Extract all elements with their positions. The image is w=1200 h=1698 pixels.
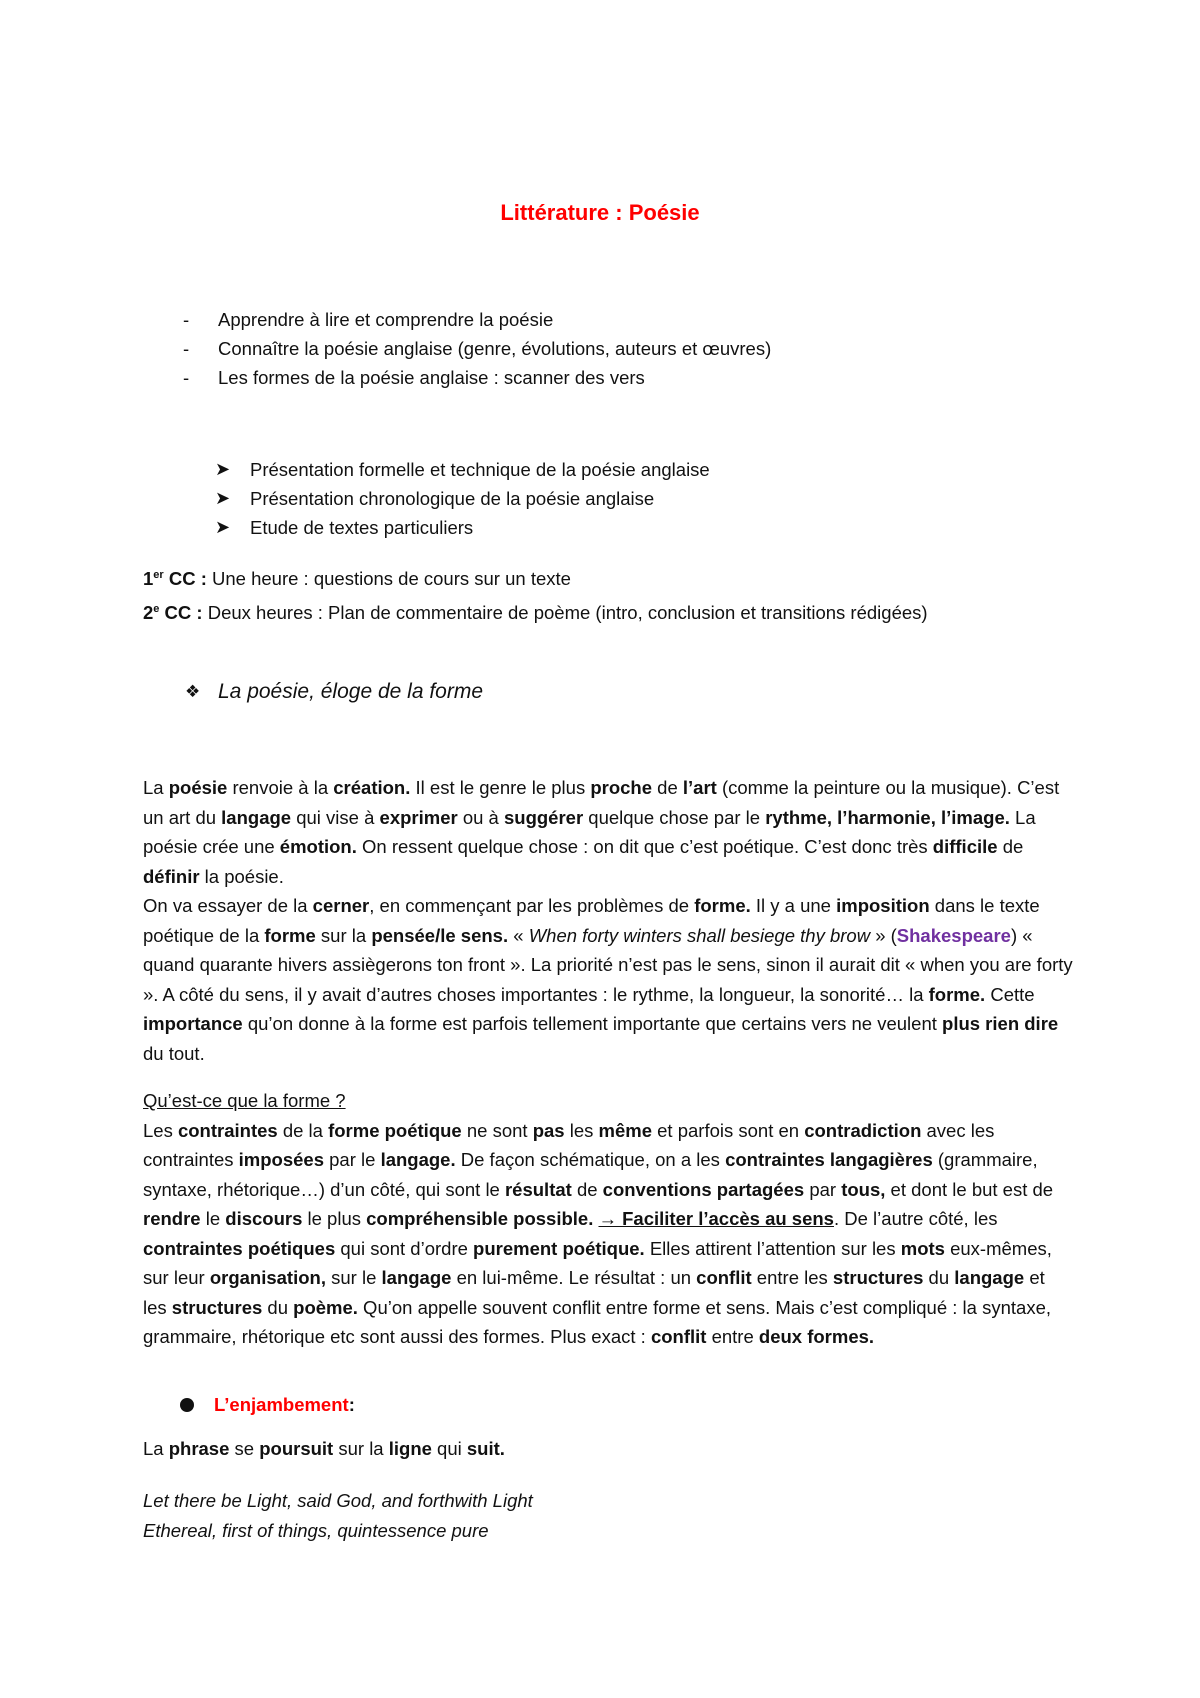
text-run: renvoie à la: [227, 777, 334, 798]
text-run: structures: [171, 1296, 263, 1318]
text-run: (grammaire, syntaxe, rhétorique…) d’un côté, qui sont le: [143, 1149, 1038, 1200]
text-run: dans le texte poétique de la: [143, 895, 1040, 946]
text-run: contraintes: [177, 1119, 278, 1141]
list-item: [215, 455, 710, 484]
text-run: » (: [870, 924, 897, 946]
text-run: et parfois sont en: [652, 1119, 805, 1141]
text-run: compréhensible possible.: [366, 1208, 594, 1229]
text-run: imposées: [238, 1149, 324, 1170]
arrow-bullet-icon: ➤: [215, 488, 231, 508]
text-run: Qu’est-ce que la forme ?: [143, 1090, 346, 1111]
text-run: et dont le but est de: [885, 1178, 1054, 1200]
paragraph-forme: [143, 1086, 1073, 1352]
text-run: rendre: [143, 1208, 201, 1229]
text-run: .: [833, 1208, 840, 1229]
text-run: poème.: [293, 1296, 358, 1318]
text-run: phrase: [168, 1438, 230, 1459]
text-run: proche: [590, 777, 653, 798]
text-run: Elles attirent l’attention sur les: [644, 1237, 901, 1259]
dash-bullet: -: [183, 367, 190, 388]
text-run: importance: [143, 1013, 243, 1034]
text-run: du tout.: [143, 1042, 205, 1064]
text-run: contraintes langagières: [725, 1149, 933, 1170]
text-run: suit.: [466, 1438, 505, 1459]
cc-line: [143, 594, 928, 628]
text-run: structures: [832, 1267, 924, 1288]
cc-text: Deux heures : Plan de commentaire de poème (intro, conclusion et transitions rédigées): [207, 602, 928, 624]
text-run: poursuit: [259, 1438, 334, 1459]
enjambement-colon: :: [348, 1394, 355, 1415]
text-run: avec les contraintes: [143, 1119, 995, 1170]
text-run: → Faciliter l’accès au sens: [598, 1208, 834, 1229]
goal-text: Apprendre à lire et comprendre la poésie: [218, 309, 554, 330]
text-run: discours: [225, 1208, 303, 1229]
text-run: se: [229, 1438, 260, 1459]
enjambement-definition: [143, 1438, 505, 1460]
text-run: langage: [221, 806, 292, 828]
plan-list: [215, 455, 710, 542]
text-run: rythme, l’harmonie, l’image.: [765, 806, 1010, 828]
text-run: résultat: [504, 1178, 572, 1200]
dash-bullet: -: [183, 309, 190, 330]
text-run: émotion.: [279, 836, 357, 857]
text-run: De l’autre côté, les: [839, 1208, 998, 1229]
page-title: Littérature : Poésie: [500, 200, 700, 225]
paragraph-intro: [143, 773, 1073, 1068]
section-heading: [185, 680, 483, 704]
text-run: de: [997, 836, 1024, 857]
text-run: poésie: [168, 777, 228, 798]
text-run: Il est le genre le plus: [410, 777, 591, 798]
text-run: Cette: [985, 983, 1035, 1005]
text-run: sur le: [325, 1267, 382, 1288]
text-run: ou à: [457, 806, 504, 828]
text-run: ne sont: [461, 1119, 533, 1141]
text-run: exprimer: [379, 806, 458, 828]
text-run: et les: [143, 1267, 1045, 1318]
text-run: Shakespeare: [896, 924, 1011, 946]
text-run: entre les: [751, 1267, 833, 1288]
text-run: ligne: [388, 1438, 432, 1459]
verse-example: [143, 1486, 533, 1546]
text-run: forme.: [928, 983, 986, 1005]
text-run: «: [508, 924, 529, 946]
text-run: organisation,: [209, 1267, 326, 1288]
text-run: La poésie crée une: [143, 806, 1036, 857]
text-run: mots: [900, 1237, 945, 1259]
text-run: entre: [706, 1326, 759, 1347]
text-run: langage: [954, 1267, 1025, 1288]
text-run: l’art: [682, 777, 717, 798]
section-title: La poésie, éloge de la forme: [218, 680, 484, 703]
text-run: suggérer: [503, 806, 584, 828]
text-run: La: [143, 1438, 169, 1459]
text-run: de: [571, 1178, 603, 1200]
text-run: De façon schématique, on a les: [455, 1149, 726, 1170]
arrow-bullet-icon: ➤: [215, 459, 231, 479]
text-run: pas: [532, 1119, 565, 1141]
enjambement-heading: [180, 1394, 355, 1416]
text-run: de: [652, 777, 683, 798]
verse-line: Ethereal, first of things, quintessence pure: [143, 1520, 489, 1541]
text-run: forme poétique: [328, 1119, 462, 1141]
verse-line: Let there be Light, said God, and forthwith Light: [143, 1490, 533, 1511]
text-run: qui vise à: [291, 806, 380, 828]
text-run: plus rien dire: [942, 1013, 1059, 1034]
text-run: sur la: [333, 1438, 389, 1459]
text-run: la poésie.: [199, 865, 284, 887]
text-run: du: [262, 1296, 294, 1318]
cc-text: Une heure : questions de cours sur un texte: [212, 568, 571, 590]
text-run: Il y a une: [750, 895, 837, 916]
plan-text: Présentation chronologique de la poésie anglaise: [250, 488, 655, 509]
cc-number: 1: [143, 568, 154, 590]
text-run: le plus: [302, 1208, 367, 1229]
text-run: création.: [333, 777, 411, 798]
text-run: forme.: [694, 895, 751, 916]
list-item: [215, 484, 710, 513]
goal-text: Les formes de la poésie anglaise : scanner des vers: [218, 367, 645, 388]
text-run: langage.: [380, 1149, 456, 1170]
text-run: définir: [143, 865, 200, 887]
goals-list: [183, 305, 771, 392]
text-run: le: [200, 1208, 226, 1229]
text-run: Les: [143, 1119, 178, 1141]
text-run: qu’on donne à la forme est parfois tellement importante que certains vers ne veulent: [242, 1013, 943, 1034]
text-run: qui: [431, 1438, 467, 1459]
cc-label: CC :: [159, 602, 208, 624]
cc-line: [143, 560, 928, 594]
text-run: contradiction: [804, 1119, 922, 1141]
text-run: On va essayer de la: [143, 895, 313, 916]
text-run: deux formes.: [758, 1326, 875, 1347]
text-run: On ressent quelque chose : on dit que c’est poétique. C’est donc très: [356, 836, 933, 857]
text-run: par: [804, 1178, 842, 1200]
text-run: du: [923, 1267, 955, 1288]
text-run: en lui-même. Le résultat : un: [451, 1267, 697, 1288]
text-run: sur la: [315, 924, 372, 946]
cc-label: CC :: [163, 568, 213, 590]
text-run: quelque chose par le: [583, 806, 766, 828]
text-run: même: [598, 1119, 652, 1141]
text-run: La: [143, 777, 169, 798]
text-run: contraintes poétiques: [143, 1237, 336, 1259]
text-run: conflit: [650, 1326, 707, 1347]
enjambement-label: L’enjambement: [214, 1394, 349, 1415]
arrow-bullet-icon: ➤: [215, 517, 231, 537]
goal-text: Connaître la poésie anglaise (genre, évolutions, auteurs et œuvres): [218, 338, 772, 359]
text-run: de la: [277, 1119, 329, 1141]
list-item: [183, 305, 771, 334]
text-run: purement poétique.: [473, 1237, 645, 1259]
text-run: , en commençant par les problèmes de: [369, 895, 695, 916]
dash-bullet: -: [183, 338, 190, 359]
text-run: langage: [381, 1267, 452, 1288]
text-run: conventions partagées: [602, 1178, 805, 1200]
text-run: conflit: [696, 1267, 752, 1288]
text-run: (comme la peinture ou la musique). C’est un art du: [143, 777, 1060, 828]
text-run: par le: [324, 1149, 381, 1170]
plan-text: Etude de textes particuliers: [250, 517, 474, 538]
text-run: qui sont d’ordre: [335, 1237, 474, 1259]
cc-number: 2: [143, 602, 154, 624]
list-item: [183, 363, 771, 392]
text-run: forme: [264, 924, 316, 946]
list-item: [215, 513, 710, 542]
text-run: When forty winters shall besiege thy brow: [528, 924, 871, 946]
cc-ordinal: e: [153, 603, 160, 616]
cc-ordinal: er: [153, 569, 164, 581]
exam-info: [143, 560, 928, 628]
text-run: Qu’on appelle souvent conflit entre forme et sens. Mais c’est compliqué : la syntaxe, grammaire, rhétorique etc sont aussi des formes. Plus exact :: [143, 1296, 1051, 1347]
text-run: tous,: [841, 1178, 886, 1200]
circle-bullet-icon: [180, 1398, 194, 1412]
text-run: difficile: [932, 836, 998, 857]
diamond-bullet-icon: ❖: [185, 682, 201, 701]
list-item: [183, 334, 771, 363]
plan-text: Présentation formelle et technique de la poésie anglaise: [250, 459, 710, 480]
text-run: ) « quand quarante hivers assiègerons ton front ». La priorité n’est pas le sens, sinon il aurait dit « when you are forty ». A côté du sens, il y avait d’autres choses importantes : le rythme, la longueur, la sonorité… la: [143, 924, 1073, 1005]
text-run: pensée/le sens.: [371, 924, 509, 946]
text-run: cerner: [312, 895, 370, 916]
text-run: les: [564, 1119, 599, 1141]
text-run: eux-mêmes, sur leur: [143, 1237, 1052, 1288]
text-run: imposition: [836, 895, 930, 916]
